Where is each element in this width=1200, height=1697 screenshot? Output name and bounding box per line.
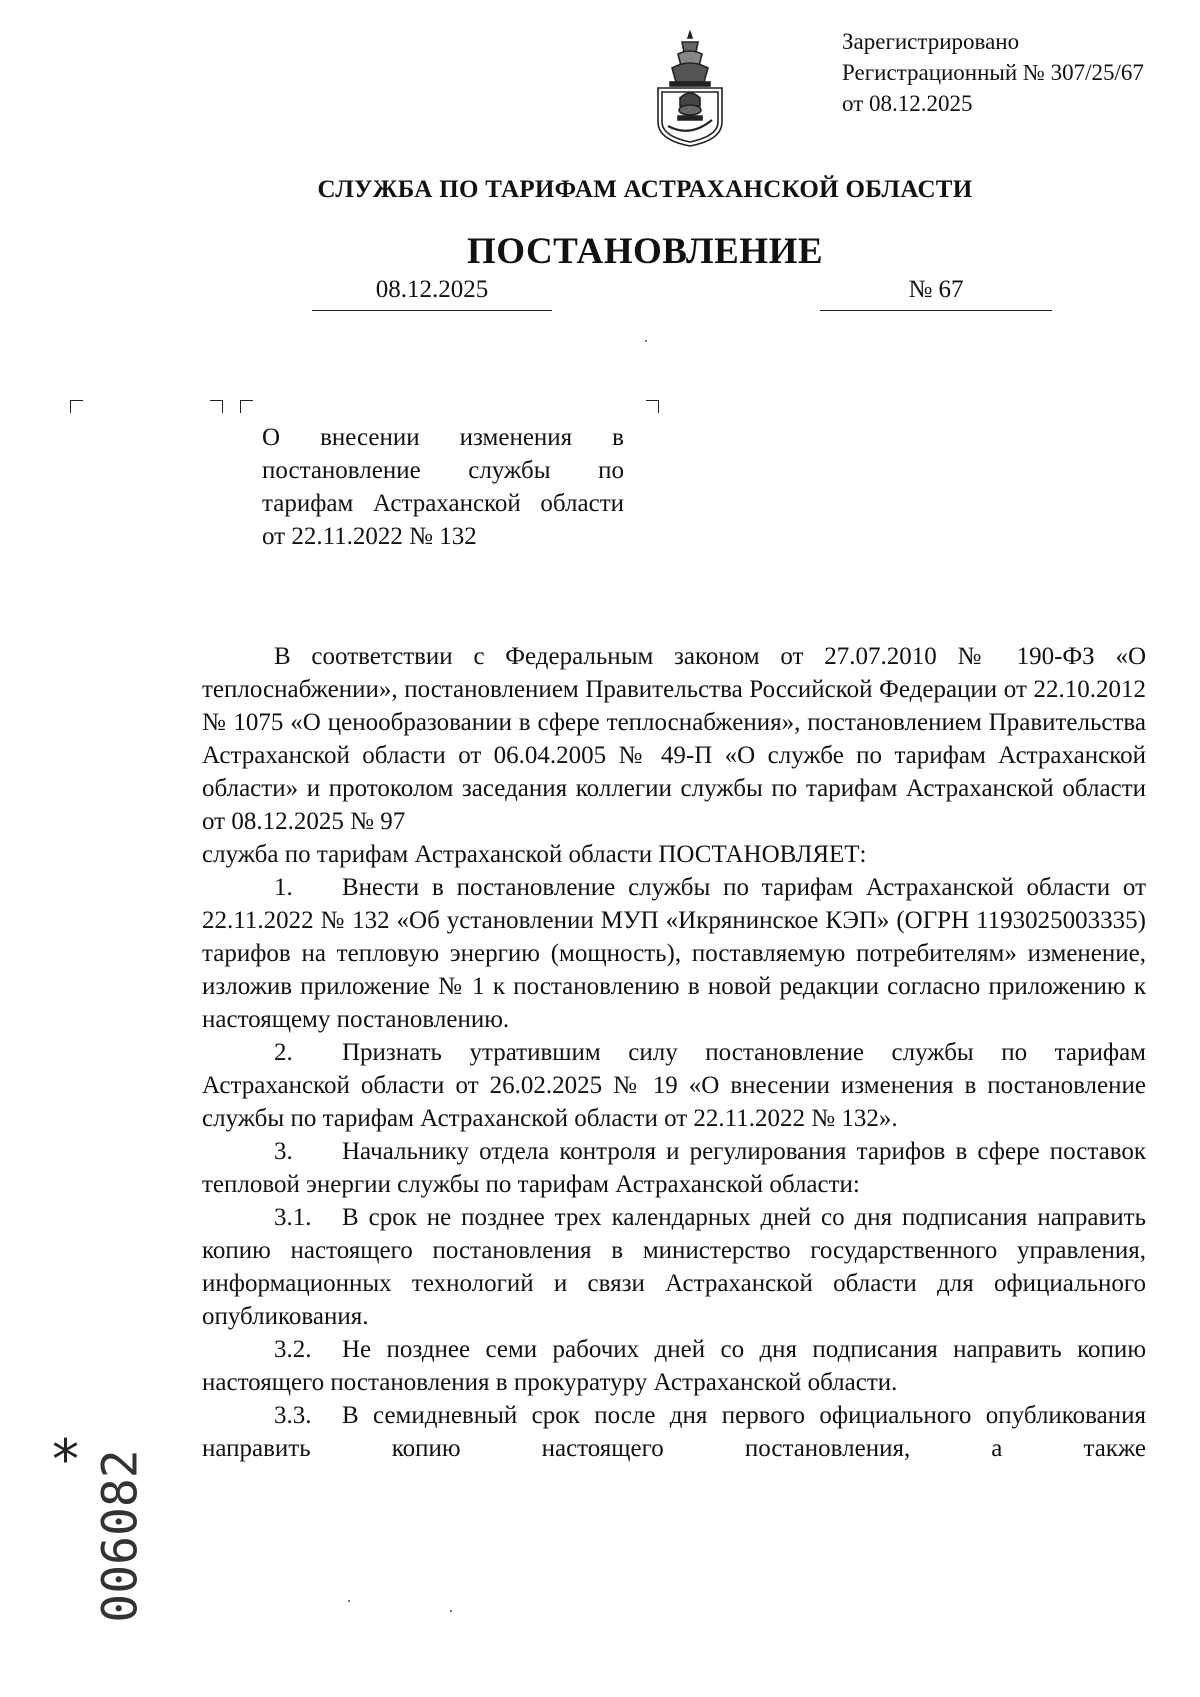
resolves-line: служба по тарифам Астраханской области ПОСТАНОВЛЯЕТ: bbox=[202, 841, 867, 868]
registration-stamp bbox=[842, 26, 1144, 119]
item-number: 3.1. bbox=[274, 1204, 312, 1231]
document-subject: О внесении изменения в постановление службы по тарифам Астраханской области от 22.11.2022 № 132 bbox=[262, 424, 624, 550]
document-number: № 67 bbox=[820, 276, 1052, 311]
item-text: Не позднее семи рабочих дней со дня подписания направить копию настоящего постановления в прокуратуру Астраханской области. bbox=[202, 1336, 1146, 1396]
item-number: 1. bbox=[274, 874, 293, 901]
item-number: 2. bbox=[274, 1039, 293, 1066]
item-number: 3. bbox=[274, 1138, 293, 1165]
margin-star-mark: * bbox=[52, 1428, 79, 1491]
margin-serial-number: 006082 bbox=[92, 1449, 149, 1623]
corner-mark bbox=[210, 400, 223, 413]
corner-mark bbox=[646, 400, 659, 413]
item-text: В срок не позднее трех календарных дней со дня подписания направить копию настоящего постановления в министерство государственного управления, информационных технологий и связи Астраханской области для официального опубликования. bbox=[202, 1204, 1146, 1330]
item-text: Признать утратившим силу постановление службы по тарифам Астраханской области от 26.02.2025 № 19 «О внесении изменения в постановление службы по тарифам Астраханской области от 22.11.2022 № 132». bbox=[202, 1039, 1146, 1132]
list-item bbox=[202, 1135, 1146, 1201]
scan-speck bbox=[645, 340, 647, 342]
document-body bbox=[202, 640, 1146, 1465]
list-item bbox=[202, 1201, 1146, 1333]
list-item bbox=[202, 1399, 1146, 1465]
item-number: 3.2. bbox=[274, 1336, 312, 1363]
registration-number: Регистрационный № 307/25/67 bbox=[842, 60, 1144, 85]
item-text: Внести в постановление службы по тарифам Астраханской области от 22.11.2022 № 132 «Об установлении МУП «Икрянинское КЭП» (ОГРН 1193025003335) тарифов на тепловую энергию (мощность), поставляемую потребителям» изменение, изложив приложение № 1 к постановлению в новой редакции согласно приложению к настоящему постановлению. bbox=[202, 874, 1146, 1033]
item-number: 3.3. bbox=[274, 1402, 312, 1429]
list-item bbox=[202, 1333, 1146, 1399]
registration-label: Зарегистрировано bbox=[842, 29, 1020, 54]
scan-speck bbox=[450, 1610, 452, 1612]
document-type: ПОСТАНОВЛЕНИЕ bbox=[466, 231, 824, 272]
corner-mark bbox=[70, 400, 83, 413]
list-item bbox=[202, 871, 1146, 1036]
registration-date: от 08.12.2025 bbox=[842, 91, 973, 116]
list-item bbox=[202, 1036, 1146, 1135]
document-date: 08.12.2025 bbox=[312, 276, 552, 311]
preamble: В соответствии с Федеральным законом от 27.07.2010 № 190-ФЗ «О теплоснабжении», постановлением Правительства Российской Федерации от 22.10.2012 № 1075 «О ценообразовании в сфере теплоснабжения», постановлением Правительства Астраханской области от 06.04.2005 № 49-П «О службе по тарифам Астраханской области» и протоколом заседания коллегии службы по тарифам Астраханской области от 08.12.2025 № 97 bbox=[202, 643, 1146, 835]
scan-speck bbox=[348, 1600, 350, 1602]
item-text: Начальнику отдела контроля и регулирования тарифов в сфере поставок тепловой энергии службы по тарифам Астраханской области: bbox=[202, 1138, 1146, 1198]
coat-of-arms-icon bbox=[652, 28, 728, 148]
organization-name: СЛУЖБА ПО ТАРИФАМ АСТРАХАНСКОЙ ОБЛАСТИ bbox=[317, 176, 973, 203]
item-text: В семидневный срок после дня первого официального опубликования направить копию настоящего постановления, а также bbox=[202, 1402, 1146, 1462]
corner-mark bbox=[240, 400, 253, 413]
